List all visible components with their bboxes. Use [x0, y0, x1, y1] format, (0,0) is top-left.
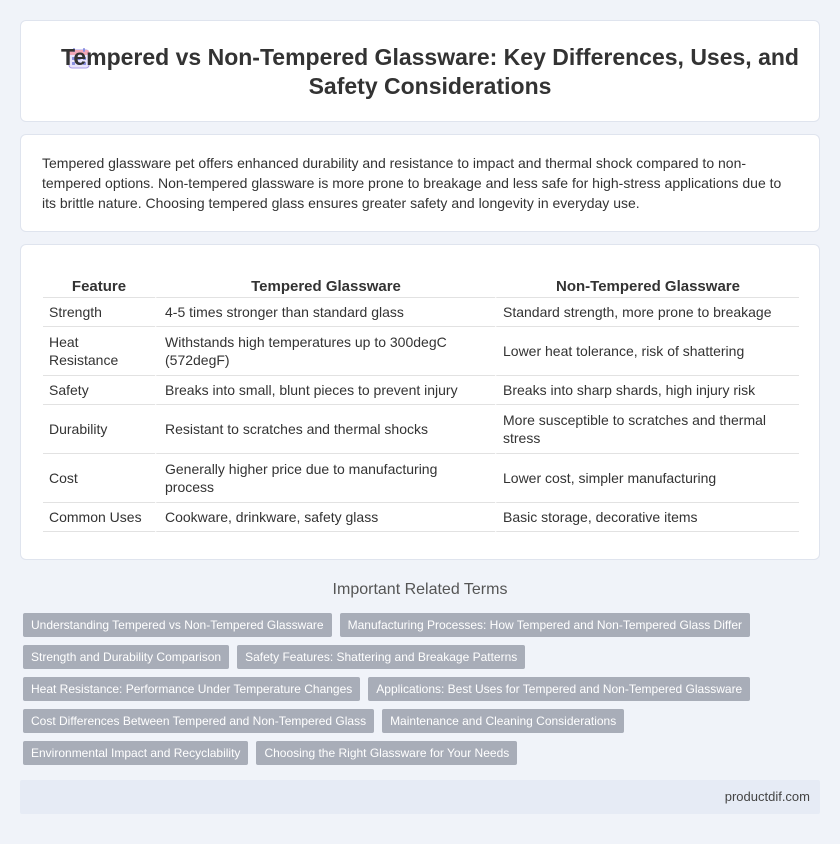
table-cell: Breaks into sharp shards, high injury risk [495, 376, 799, 405]
table-cell: Withstands high temperatures up to 300degC (572degF) [155, 327, 495, 376]
related-term-link[interactable]: Heat Resistance: Performance Under Temperature Changes [23, 677, 360, 701]
comparison-table [43, 273, 799, 532]
table-row [43, 405, 799, 454]
table-cell: Breaks into small, blunt pieces to prevent injury [155, 376, 495, 405]
footer [20, 780, 820, 814]
related-term-link[interactable]: Strength and Durability Comparison [23, 645, 229, 669]
table-cell: Standard strength, more prone to breakage [495, 298, 799, 327]
table-cell: Lower heat tolerance, risk of shattering [495, 327, 799, 376]
intro-paragraph: Tempered glassware pet offers enhanced durability and resistance to impact and thermal shock compared to non-tempered options. Non-tempered glassware is more prone to breakage and less safe for high-stress applications due to its brittle nature. Choosing tempered glass ensures greater safety and longevity in everyday use. [42, 155, 782, 211]
table-cell: Lower cost, simpler manufacturing [495, 454, 799, 503]
table-cell: Durability [43, 405, 155, 454]
related-term-link[interactable]: Choosing the Right Glassware for Your Needs [256, 741, 517, 765]
related-term-link[interactable]: Cost Differences Between Tempered and Non-Tempered Glass [23, 709, 374, 733]
table-cell: Basic storage, decorative items [495, 503, 799, 532]
table-cell: Cookware, drinkware, safety glass [155, 503, 495, 532]
table-row [43, 298, 799, 327]
related-term-link[interactable]: Understanding Tempered vs Non-Tempered Glassware [23, 613, 332, 637]
table-header: Non-Tempered Glassware [495, 273, 799, 298]
table-cell: Generally higher price due to manufacturing process [155, 454, 495, 503]
table-row [43, 376, 799, 405]
page-title: Tempered vs Non-Tempered Glassware: Key Differences, Uses, and Safety Considerations [61, 44, 799, 99]
table-cell: Safety [43, 376, 155, 405]
site-name[interactable]: productdif.com [724, 789, 810, 804]
table-cell: 4-5 times stronger than standard glass [155, 298, 495, 327]
related-terms-heading: Important Related Terms [332, 581, 508, 598]
table-cell: More susceptible to scratches and thermal stress [495, 405, 799, 454]
table-cell: Common Uses [43, 503, 155, 532]
table-cell: Resistant to scratches and thermal shocks [155, 405, 495, 454]
table-row [43, 503, 799, 532]
related-term-link[interactable]: Manufacturing Processes: How Tempered and Non-Tempered Glass Differ [340, 613, 750, 637]
table-cell: Cost [43, 454, 155, 503]
related-term-link[interactable]: Safety Features: Shattering and Breakage Patterns [237, 645, 525, 669]
related-term-link[interactable]: Applications: Best Uses for Tempered and Non-Tempered Glassware [368, 677, 750, 701]
intro-card [20, 134, 820, 232]
table-row [43, 454, 799, 503]
table-header: Tempered Glassware [155, 273, 495, 298]
table-header: Feature [43, 273, 155, 298]
title-card [20, 20, 820, 122]
table-cell: Strength [43, 298, 155, 327]
table-row [43, 327, 799, 376]
related-terms-list [23, 613, 813, 773]
related-term-link[interactable]: Maintenance and Cleaning Considerations [382, 709, 624, 733]
comparison-card [20, 244, 820, 560]
related-term-link[interactable]: Environmental Impact and Recyclability [23, 741, 248, 765]
table-cell: Heat Resistance [43, 327, 155, 376]
